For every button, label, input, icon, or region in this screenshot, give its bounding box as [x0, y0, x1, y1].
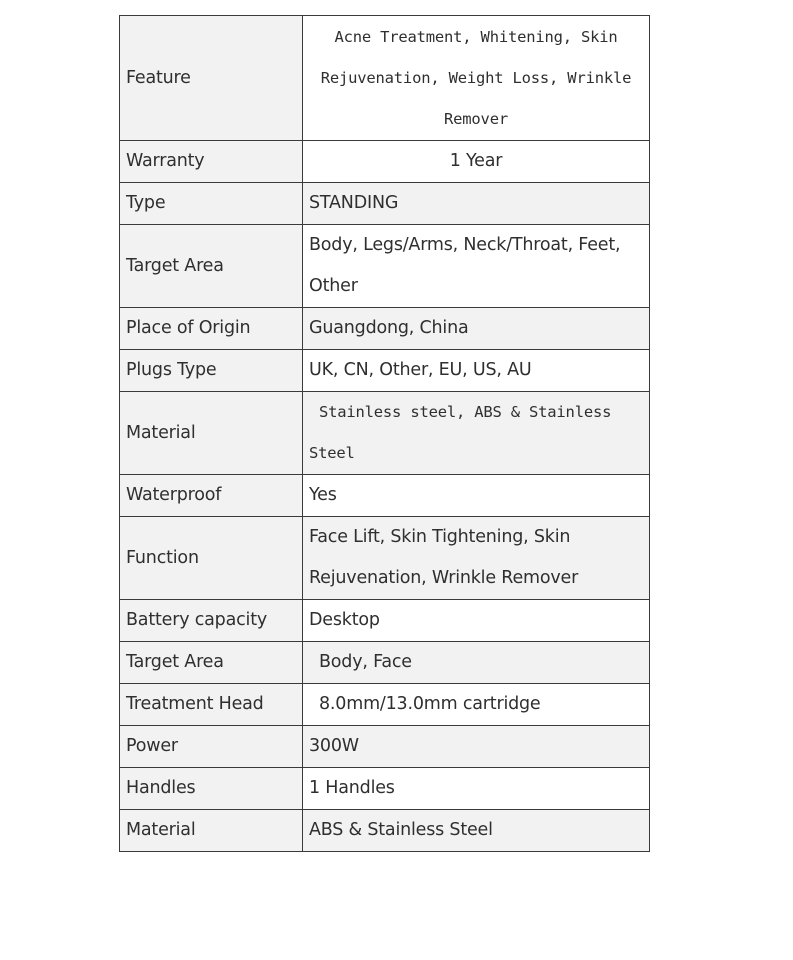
row-label: Plugs Type [120, 350, 303, 392]
row-label: Treatment Head [120, 684, 303, 726]
table-row [120, 16, 650, 141]
row-value: STANDING [303, 183, 650, 225]
table-row [120, 517, 650, 600]
table-row [120, 308, 650, 350]
row-value: Body, Legs/Arms, Neck/Throat, Feet, Other [303, 225, 650, 308]
row-value: Yes [303, 475, 650, 517]
row-value: Desktop [303, 600, 650, 642]
row-label: Battery capacity [120, 600, 303, 642]
row-label: Function [120, 517, 303, 600]
row-label: Waterproof [120, 475, 303, 517]
row-value: Guangdong, China [303, 308, 650, 350]
row-value [303, 684, 650, 726]
row-value: Acne Treatment, Whitening, Skin Rejuvenation, Weight Loss, Wrinkle Remover [303, 16, 650, 141]
row-label: Type [120, 183, 303, 225]
row-value: Face Lift, Skin Tightening, Skin Rejuvenation, Wrinkle Remover [303, 517, 650, 600]
table-row [120, 392, 650, 475]
row-label: Place of Origin [120, 308, 303, 350]
row-label: Warranty [120, 141, 303, 183]
table-row [120, 141, 650, 183]
table-row [120, 350, 650, 392]
row-value-text: Body, Face [319, 652, 412, 672]
row-value [303, 642, 650, 684]
row-label: Handles [120, 768, 303, 810]
row-value [303, 392, 650, 475]
table-row [120, 225, 650, 308]
row-value: UK, CN, Other, EU, US, AU [303, 350, 650, 392]
row-label: Material [120, 392, 303, 475]
row-value: ABS & Stainless Steel [303, 810, 650, 852]
row-value: 300W [303, 726, 650, 768]
spec-table [119, 15, 650, 852]
row-label: Target Area [120, 642, 303, 684]
table-row [120, 768, 650, 810]
table-row [120, 684, 650, 726]
row-label: Power [120, 726, 303, 768]
table-row [120, 810, 650, 852]
row-label: Target Area [120, 225, 303, 308]
row-value-text: Stainless steel, ABS & Stainless Steel [309, 403, 612, 462]
table-row [120, 642, 650, 684]
table-row [120, 475, 650, 517]
row-value: 1 Handles [303, 768, 650, 810]
table-row [120, 183, 650, 225]
row-value-text: 8.0mm/13.0mm cartridge [319, 694, 541, 714]
row-value: 1 Year [303, 141, 650, 183]
row-label: Feature [120, 16, 303, 141]
table-row [120, 600, 650, 642]
table-row [120, 726, 650, 768]
row-label: Material [120, 810, 303, 852]
